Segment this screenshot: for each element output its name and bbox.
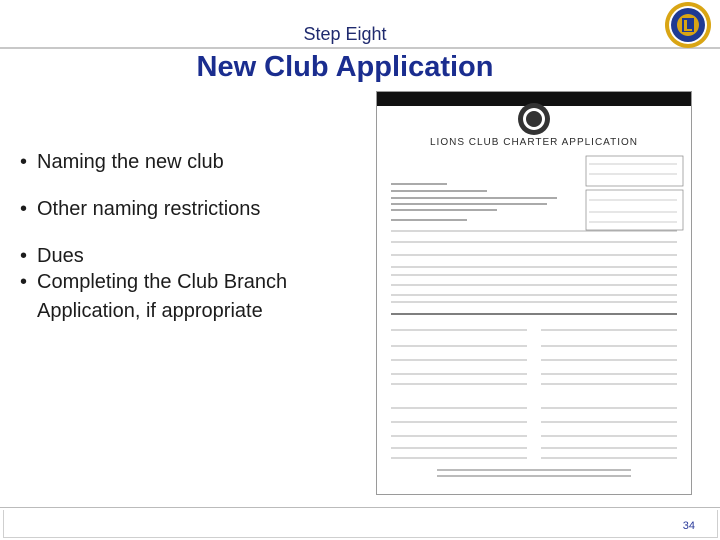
charter-application-form-image [376, 91, 692, 495]
step-title: Step Eight [303, 24, 387, 44]
footer-box [3, 510, 718, 538]
header-rule [0, 47, 720, 49]
form-heading: LIONS CLUB CHARTER APPLICATION [429, 137, 638, 148]
bullet-branch: • Completing the Club Branch Application, if appropriate [20, 268, 365, 326]
bullet-naming: • Naming the new club [20, 150, 365, 174]
form-emblem-icon [518, 103, 550, 135]
slide-title: New Club Application [196, 51, 494, 83]
bullet-dues: • Dues [20, 244, 365, 268]
page-number: 34 [682, 520, 695, 532]
lions-clubs-emblem-icon [664, 1, 712, 49]
bullet-restrictions: • Other naming restrictions [20, 197, 365, 221]
bullet-list [20, 150, 365, 326]
footer-rule [0, 507, 720, 508]
form-contents-graphic [377, 92, 691, 494]
